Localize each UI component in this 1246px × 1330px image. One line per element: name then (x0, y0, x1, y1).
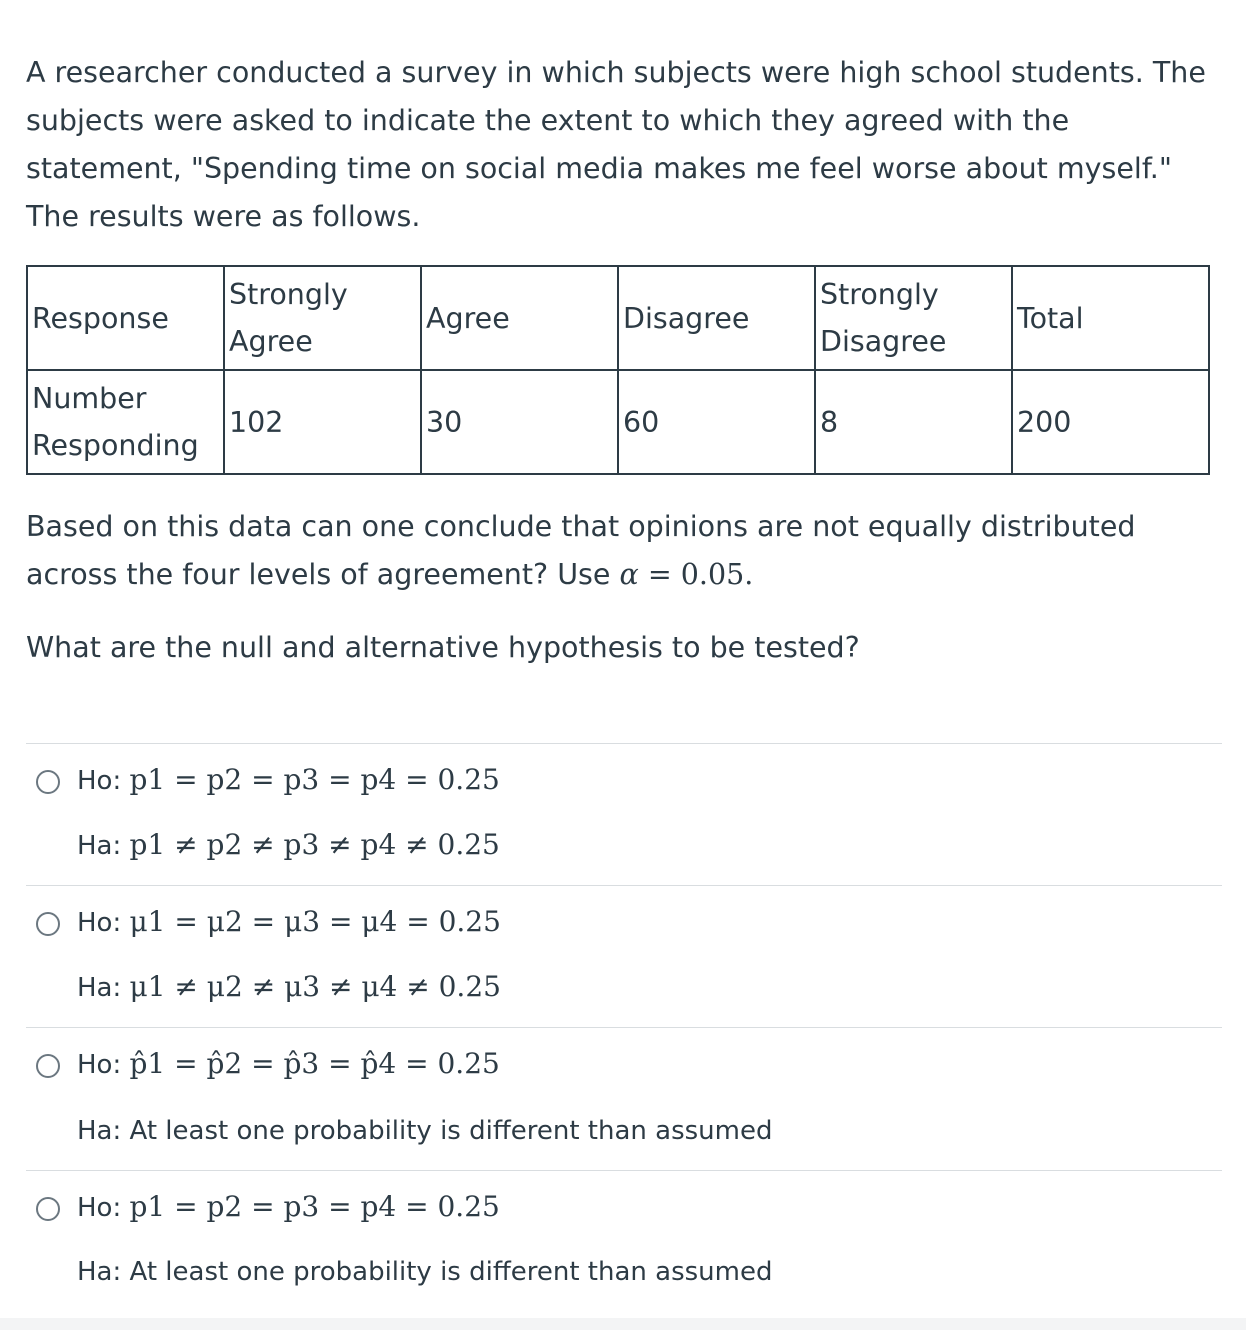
ho-label: Ho: (77, 1193, 130, 1223)
ha-label: Ha: (77, 973, 130, 1003)
table-cell: Strongly Disagree (815, 266, 1012, 370)
question-ask: What are the null and alternative hypothesis to be tested? (26, 631, 860, 664)
ho-math: p̂1 = p̂2 = p̂3 = p̂4 = 0.25 (129, 1047, 500, 1080)
ho-math: μ1 = μ2 = μ3 = μ4 = 0.25 (129, 905, 501, 938)
option-divider (26, 885, 1222, 886)
option-1-ho[interactable] (77, 762, 500, 799)
option-1-ha[interactable] (77, 827, 500, 864)
option-3-ha[interactable]: Ha: At least one probability is different than assumed (77, 1116, 773, 1146)
option-4-radio[interactable] (36, 1197, 60, 1221)
question-prompt (26, 503, 1226, 599)
table-cell: 60 (618, 370, 815, 474)
option-2-ha[interactable] (77, 969, 501, 1006)
ho-math: p1 = p2 = p3 = p4 = 0.25 (129, 763, 500, 796)
table-cell: Number Responding (27, 370, 224, 474)
option-4-ho[interactable] (77, 1189, 500, 1226)
table-cell: 200 (1012, 370, 1209, 474)
ho-label: Ho: (77, 766, 130, 796)
option-3-ho[interactable] (77, 1046, 500, 1083)
table-cell: 102 (224, 370, 421, 474)
alpha-symbol: α (619, 558, 639, 591)
option-divider (26, 1170, 1222, 1171)
prompt-text: Based on this data can one conclude that opinions are not equally distributed across the four levels of agreement? Use (26, 510, 1136, 591)
table-cell: 8 (815, 370, 1012, 474)
response-table (26, 265, 1210, 475)
table-cell: Total (1012, 266, 1209, 370)
table-cell: Agree (421, 266, 618, 370)
table-row (27, 370, 1209, 474)
question-intro: A researcher conducted a survey in which subjects were high school students. The subjects were asked to indicate the extent to which they agreed with the statement, "Spending time on social media makes me feel worse about myself." The results were as follows. (26, 56, 1206, 233)
ho-label: Ho: (77, 1050, 130, 1080)
table-header-row (27, 266, 1209, 370)
option-3-radio[interactable] (36, 1054, 60, 1078)
ha-label: Ha: (77, 831, 130, 861)
option-divider (26, 743, 1222, 744)
table-cell: 30 (421, 370, 618, 474)
page-bottom-edge (0, 1318, 1246, 1330)
table-cell: Response (27, 266, 224, 370)
ha-math: p1 ≠ p2 ≠ p3 ≠ p4 ≠ 0.25 (129, 828, 500, 861)
option-divider (26, 1027, 1222, 1028)
option-2-ho[interactable] (77, 904, 501, 941)
option-4-ha[interactable]: Ha: At least one probability is different than assumed (77, 1257, 773, 1287)
table-cell: Disagree (618, 266, 815, 370)
ha-math: μ1 ≠ μ2 ≠ μ3 ≠ μ4 ≠ 0.25 (129, 970, 501, 1003)
alpha-value: = 0.05. (638, 558, 754, 591)
option-1-radio[interactable] (36, 770, 60, 794)
ho-label: Ho: (77, 908, 130, 938)
option-2-radio[interactable] (36, 912, 60, 936)
table-cell: Strongly Agree (224, 266, 421, 370)
ho-math: p1 = p2 = p3 = p4 = 0.25 (129, 1190, 500, 1223)
